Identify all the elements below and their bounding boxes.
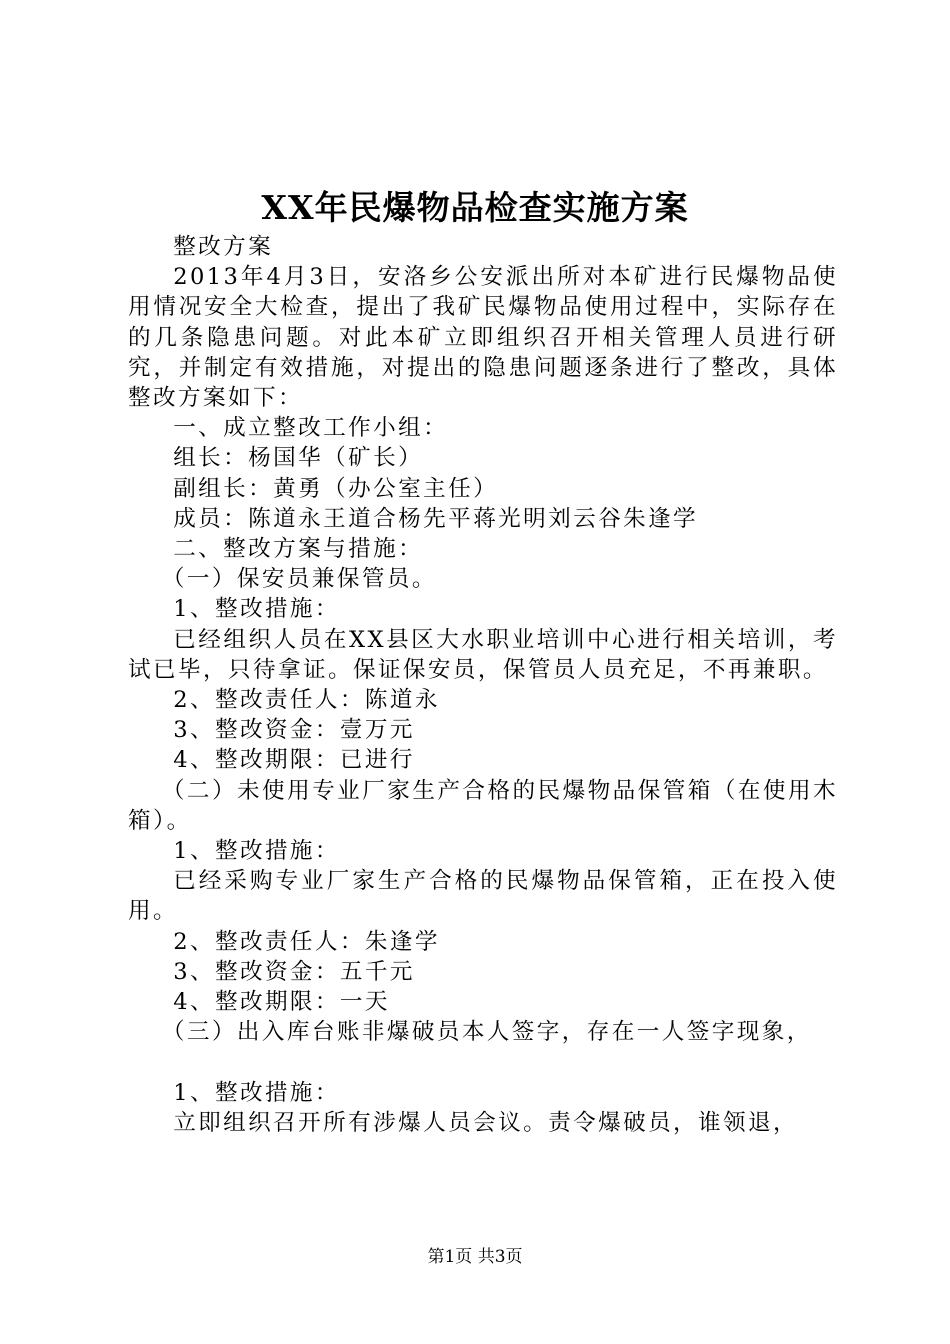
paragraph-section-2: 二、整改方案与措施： <box>173 536 424 563</box>
paragraph-item-2-funds: 3、整改资金：五千元 <box>173 958 415 985</box>
paragraph-item-1: （一）保安员兼保管员。 <box>161 566 437 593</box>
document-title: XX年民爆物品检查实施方案 <box>261 188 689 227</box>
paragraph-heading: 整改方案 <box>173 234 274 260</box>
blank-line <box>128 1047 838 1077</box>
paragraph-item-1-deadline: 4、整改期限：已进行 <box>173 747 415 774</box>
paragraph-deputy-leader: 副组长：黄勇（办公室主任） <box>173 475 499 502</box>
paragraph-members: 成员：陈道永王道合杨先平蒋光明刘云谷朱逢学 <box>173 505 699 532</box>
paragraph-item-3-measures: 1、整改措施： <box>173 1079 340 1106</box>
paragraph-intro: 2013年4月3日，安洛乡公安派出所对本矿进行民爆物品使用情况安全大检查，提出了我矿民爆物品使用过程中，实际存在的几条隐患问题。对此本矿立即组织召开相关管理人员进行研究，并制定有效措施，对提出的隐患问题逐条进行了整改，具体整改方案如下： <box>128 264 838 412</box>
paragraph-item-1-measures: 1、整改措施： <box>173 596 340 623</box>
document-body <box>128 232 838 1138</box>
paragraph-item-2-deadline: 4、整改期限：一天 <box>173 989 390 1016</box>
paragraph-item-2-measures: 1、整改措施： <box>173 838 340 865</box>
paragraph-section-1: 一、成立整改工作小组： <box>173 415 449 442</box>
paragraph-item-1-funds: 3、整改资金：壹万元 <box>173 717 415 744</box>
page-number: 第1页 共3页 <box>427 1247 523 1267</box>
paragraph-item-3-detail: 立即组织召开所有涉爆人员会议。责令爆破员，谁领退， <box>173 1109 799 1136</box>
paragraph-item-2-detail: 已经采购专业厂家生产合格的民爆物品保管箱，正在投入使用。 <box>128 868 838 925</box>
paragraph-item-2-owner: 2、整改责任人：朱逢学 <box>173 928 440 955</box>
paragraph-item-2: （二）未使用专业厂家生产合格的民爆物品保管箱（在使用木箱）。 <box>128 777 838 834</box>
paragraph-leader: 组长：杨国华（矿长） <box>173 445 424 472</box>
paragraph-item-1-detail: 已经组织人员在XX县区大水职业培训中心进行相关培训，考试已毕，只待拿证。保证保安员，保管员人员充足，不再兼职。 <box>128 626 838 683</box>
paragraph-item-3: （三）出入库台账非爆破员本人签字，存在一人签字现象， <box>161 1019 812 1046</box>
paragraph-item-1-owner: 2、整改责任人：陈道永 <box>173 687 440 714</box>
